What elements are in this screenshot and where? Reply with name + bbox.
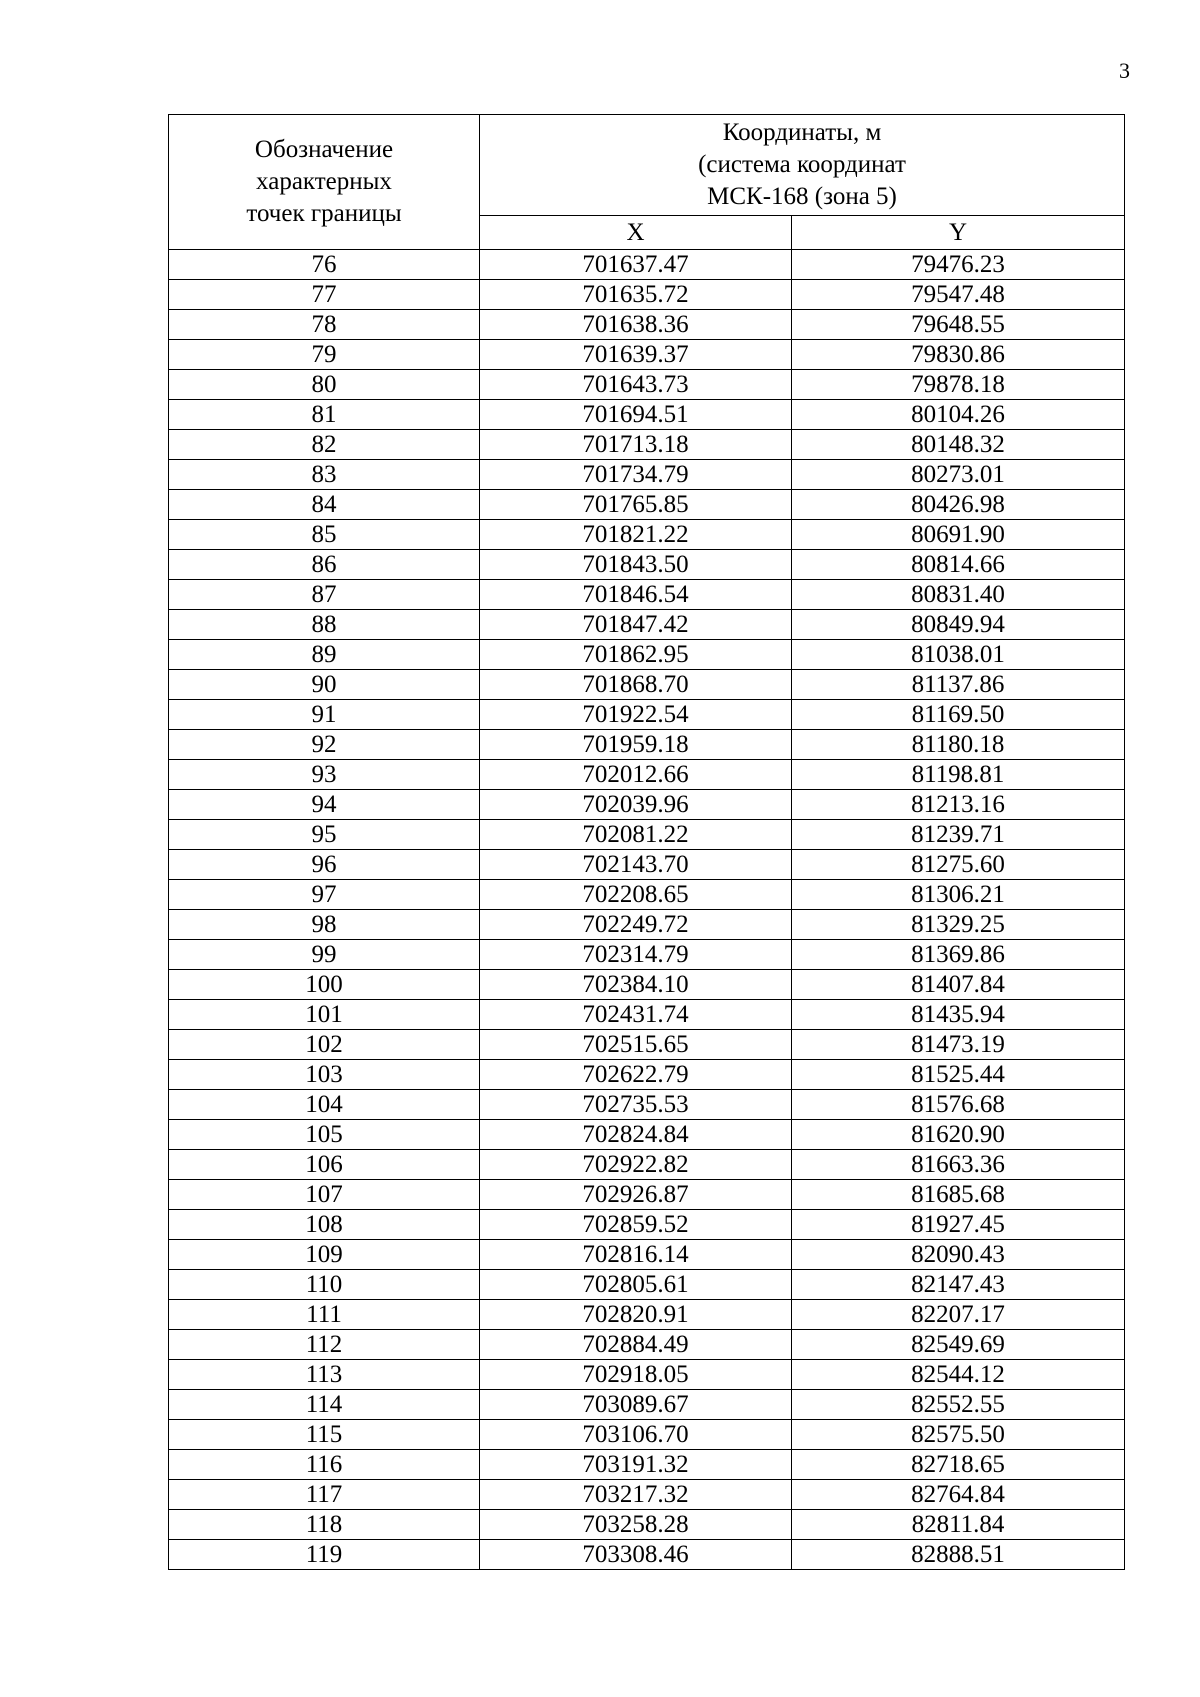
table-row xyxy=(169,1330,1125,1360)
point-number-cell: 91 xyxy=(169,700,480,730)
y-coordinate-cell: 82549.69 xyxy=(792,1330,1125,1360)
x-coordinate-cell: 701734.79 xyxy=(480,460,792,490)
y-coordinate-cell: 81525.44 xyxy=(792,1060,1125,1090)
point-number-cell: 111 xyxy=(169,1300,480,1330)
table-row xyxy=(169,1300,1125,1330)
point-number-cell: 87 xyxy=(169,580,480,610)
point-number-cell: 117 xyxy=(169,1480,480,1510)
y-coordinate-cell: 82811.84 xyxy=(792,1510,1125,1540)
table-row xyxy=(169,1240,1125,1270)
x-coordinate-cell: 701846.54 xyxy=(480,580,792,610)
x-coordinate-cell: 703191.32 xyxy=(480,1450,792,1480)
table-row xyxy=(169,340,1125,370)
x-coordinate-cell: 703106.70 xyxy=(480,1420,792,1450)
point-number-cell: 94 xyxy=(169,790,480,820)
point-number-cell: 100 xyxy=(169,970,480,1000)
x-coordinate-cell: 702249.72 xyxy=(480,910,792,940)
y-coordinate-cell: 81576.68 xyxy=(792,1090,1125,1120)
table-row xyxy=(169,1510,1125,1540)
y-coordinate-cell: 81473.19 xyxy=(792,1030,1125,1060)
x-coordinate-cell: 702384.10 xyxy=(480,970,792,1000)
table-row xyxy=(169,700,1125,730)
table-row xyxy=(169,1480,1125,1510)
y-coordinate-cell: 81137.86 xyxy=(792,670,1125,700)
table-row xyxy=(169,580,1125,610)
point-number-cell: 114 xyxy=(169,1390,480,1420)
point-number-cell: 99 xyxy=(169,940,480,970)
page-number: 3 xyxy=(1119,58,1130,83)
table-row xyxy=(169,310,1125,340)
table-row xyxy=(169,250,1125,280)
y-coordinate-cell: 82764.84 xyxy=(792,1480,1125,1510)
coords-header-line-3: МСК-168 (зона 5) xyxy=(707,183,897,210)
table-row xyxy=(169,1270,1125,1300)
y-coordinate-cell: 81663.36 xyxy=(792,1150,1125,1180)
point-number-cell: 77 xyxy=(169,280,480,310)
point-number-cell: 92 xyxy=(169,730,480,760)
x-coordinate-cell: 701637.47 xyxy=(480,250,792,280)
point-number-cell: 102 xyxy=(169,1030,480,1060)
y-column-header: Y xyxy=(792,216,1125,250)
x-coordinate-cell: 702824.84 xyxy=(480,1120,792,1150)
point-number-cell: 112 xyxy=(169,1330,480,1360)
x-coordinate-cell: 702081.22 xyxy=(480,820,792,850)
x-coordinate-cell: 702208.65 xyxy=(480,880,792,910)
table-row xyxy=(169,1090,1125,1120)
y-coordinate-cell: 82544.12 xyxy=(792,1360,1125,1390)
point-number-cell: 118 xyxy=(169,1510,480,1540)
table-row xyxy=(169,1000,1125,1030)
table-row xyxy=(169,970,1125,1000)
y-coordinate-cell: 82718.65 xyxy=(792,1450,1125,1480)
y-coordinate-cell: 82552.55 xyxy=(792,1390,1125,1420)
point-number-cell: 105 xyxy=(169,1120,480,1150)
y-coordinate-cell: 80426.98 xyxy=(792,490,1125,520)
table-row xyxy=(169,1540,1125,1570)
x-coordinate-cell: 703217.32 xyxy=(480,1480,792,1510)
table-row xyxy=(169,1060,1125,1090)
y-coordinate-cell: 81369.86 xyxy=(792,940,1125,970)
x-coordinate-cell: 701639.37 xyxy=(480,340,792,370)
table-row xyxy=(169,670,1125,700)
point-number-cell: 108 xyxy=(169,1210,480,1240)
x-coordinate-cell: 701765.85 xyxy=(480,490,792,520)
point-number-cell: 88 xyxy=(169,610,480,640)
x-coordinate-cell: 703308.46 xyxy=(480,1540,792,1570)
table-row xyxy=(169,1360,1125,1390)
y-coordinate-cell: 81275.60 xyxy=(792,850,1125,880)
table-row xyxy=(169,760,1125,790)
x-coordinate-cell: 701847.42 xyxy=(480,610,792,640)
coordinates-table xyxy=(168,114,1125,1570)
table-row xyxy=(169,850,1125,880)
y-coordinate-cell: 79878.18 xyxy=(792,370,1125,400)
table-row xyxy=(169,820,1125,850)
point-number-cell: 106 xyxy=(169,1150,480,1180)
table-row xyxy=(169,430,1125,460)
y-coordinate-cell: 81620.90 xyxy=(792,1120,1125,1150)
y-coordinate-cell: 80104.26 xyxy=(792,400,1125,430)
point-number-cell: 101 xyxy=(169,1000,480,1030)
table-row xyxy=(169,460,1125,490)
x-coordinate-cell: 701635.72 xyxy=(480,280,792,310)
coords-header-line-1: Координаты, м xyxy=(722,119,882,146)
x-coordinate-cell: 702805.61 xyxy=(480,1270,792,1300)
x-coordinate-cell: 701643.73 xyxy=(480,370,792,400)
x-coordinate-cell: 701638.36 xyxy=(480,310,792,340)
y-coordinate-cell: 80691.90 xyxy=(792,520,1125,550)
y-coordinate-cell: 82207.17 xyxy=(792,1300,1125,1330)
table-row xyxy=(169,1420,1125,1450)
point-number-cell: 79 xyxy=(169,340,480,370)
y-coordinate-cell: 82888.51 xyxy=(792,1540,1125,1570)
coordinates-header xyxy=(480,115,1125,216)
x-coordinate-cell: 702922.82 xyxy=(480,1150,792,1180)
y-coordinate-cell: 80814.66 xyxy=(792,550,1125,580)
coords-header-line-2: (система координат xyxy=(698,151,906,178)
y-coordinate-cell: 81306.21 xyxy=(792,880,1125,910)
table-row xyxy=(169,490,1125,520)
point-number-cell: 85 xyxy=(169,520,480,550)
x-coordinate-cell: 702039.96 xyxy=(480,790,792,820)
point-number-cell: 78 xyxy=(169,310,480,340)
point-number-cell: 113 xyxy=(169,1360,480,1390)
table-row xyxy=(169,400,1125,430)
x-coordinate-cell: 703258.28 xyxy=(480,1510,792,1540)
y-coordinate-cell: 81329.25 xyxy=(792,910,1125,940)
point-number-cell: 115 xyxy=(169,1420,480,1450)
table-row xyxy=(169,1450,1125,1480)
x-coordinate-cell: 701959.18 xyxy=(480,730,792,760)
x-coordinate-cell: 701694.51 xyxy=(480,400,792,430)
y-coordinate-cell: 81213.16 xyxy=(792,790,1125,820)
y-coordinate-cell: 81180.18 xyxy=(792,730,1125,760)
y-coordinate-cell: 82575.50 xyxy=(792,1420,1125,1450)
y-coordinate-cell: 82147.43 xyxy=(792,1270,1125,1300)
point-number-cell: 96 xyxy=(169,850,480,880)
table-row xyxy=(169,1390,1125,1420)
point-header-line-3: точек границы xyxy=(246,200,402,227)
y-coordinate-cell: 80849.94 xyxy=(792,610,1125,640)
x-coordinate-cell: 701821.22 xyxy=(480,520,792,550)
table-row xyxy=(169,640,1125,670)
point-number-cell: 80 xyxy=(169,370,480,400)
x-coordinate-cell: 701713.18 xyxy=(480,430,792,460)
x-coordinate-cell: 702918.05 xyxy=(480,1360,792,1390)
table-row xyxy=(169,280,1125,310)
y-coordinate-cell: 81038.01 xyxy=(792,640,1125,670)
x-coordinate-cell: 701922.54 xyxy=(480,700,792,730)
point-number-cell: 81 xyxy=(169,400,480,430)
y-coordinate-cell: 81435.94 xyxy=(792,1000,1125,1030)
table-row xyxy=(169,610,1125,640)
y-coordinate-cell: 79547.48 xyxy=(792,280,1125,310)
x-coordinate-cell: 701862.95 xyxy=(480,640,792,670)
point-number-cell: 109 xyxy=(169,1240,480,1270)
point-number-cell: 90 xyxy=(169,670,480,700)
y-coordinate-cell: 80148.32 xyxy=(792,430,1125,460)
x-coordinate-cell: 703089.67 xyxy=(480,1390,792,1420)
point-header-line-2: характерных xyxy=(256,168,392,195)
y-coordinate-cell: 81239.71 xyxy=(792,820,1125,850)
y-coordinate-cell: 81407.84 xyxy=(792,970,1125,1000)
x-coordinate-cell: 702012.66 xyxy=(480,760,792,790)
x-coordinate-cell: 702431.74 xyxy=(480,1000,792,1030)
x-coordinate-cell: 701843.50 xyxy=(480,550,792,580)
table-header xyxy=(169,115,1125,250)
point-number-cell: 116 xyxy=(169,1450,480,1480)
x-coordinate-cell: 702735.53 xyxy=(480,1090,792,1120)
point-number-cell: 82 xyxy=(169,430,480,460)
x-coordinate-cell: 702859.52 xyxy=(480,1210,792,1240)
table-row xyxy=(169,910,1125,940)
x-coordinate-cell: 702515.65 xyxy=(480,1030,792,1060)
table-row xyxy=(169,1120,1125,1150)
y-coordinate-cell: 80273.01 xyxy=(792,460,1125,490)
point-number-cell: 84 xyxy=(169,490,480,520)
x-coordinate-cell: 702314.79 xyxy=(480,940,792,970)
x-coordinate-cell: 702820.91 xyxy=(480,1300,792,1330)
y-coordinate-cell: 82090.43 xyxy=(792,1240,1125,1270)
point-number-cell: 93 xyxy=(169,760,480,790)
table-row xyxy=(169,880,1125,910)
y-coordinate-cell: 79476.23 xyxy=(792,250,1125,280)
table-row xyxy=(169,1150,1125,1180)
x-coordinate-cell: 702143.70 xyxy=(480,850,792,880)
table-row xyxy=(169,1210,1125,1240)
point-number-cell: 107 xyxy=(169,1180,480,1210)
point-number-cell: 86 xyxy=(169,550,480,580)
y-coordinate-cell: 81169.50 xyxy=(792,700,1125,730)
table-body xyxy=(169,250,1125,1570)
y-coordinate-cell: 81198.81 xyxy=(792,760,1125,790)
table-row xyxy=(169,940,1125,970)
table-row xyxy=(169,550,1125,580)
point-number-cell: 98 xyxy=(169,910,480,940)
point-number-cell: 89 xyxy=(169,640,480,670)
x-coordinate-cell: 702816.14 xyxy=(480,1240,792,1270)
point-designation-header xyxy=(169,115,480,250)
table-row xyxy=(169,520,1125,550)
table-row xyxy=(169,370,1125,400)
point-number-cell: 95 xyxy=(169,820,480,850)
point-number-cell: 76 xyxy=(169,250,480,280)
point-number-cell: 104 xyxy=(169,1090,480,1120)
point-number-cell: 103 xyxy=(169,1060,480,1090)
x-coordinate-cell: 702884.49 xyxy=(480,1330,792,1360)
point-number-cell: 83 xyxy=(169,460,480,490)
y-coordinate-cell: 81927.45 xyxy=(792,1210,1125,1240)
y-coordinate-cell: 79648.55 xyxy=(792,310,1125,340)
point-number-cell: 110 xyxy=(169,1270,480,1300)
y-coordinate-cell: 79830.86 xyxy=(792,340,1125,370)
table-row xyxy=(169,790,1125,820)
y-coordinate-cell: 81685.68 xyxy=(792,1180,1125,1210)
x-coordinate-cell: 702622.79 xyxy=(480,1060,792,1090)
point-number-cell: 119 xyxy=(169,1540,480,1570)
x-column-header: X xyxy=(480,216,792,250)
point-number-cell: 97 xyxy=(169,880,480,910)
table-row xyxy=(169,1180,1125,1210)
table-row xyxy=(169,1030,1125,1060)
point-header-line-1: Обозначение xyxy=(254,136,394,163)
table-row xyxy=(169,730,1125,760)
x-coordinate-cell: 701868.70 xyxy=(480,670,792,700)
y-coordinate-cell: 80831.40 xyxy=(792,580,1125,610)
x-coordinate-cell: 702926.87 xyxy=(480,1180,792,1210)
